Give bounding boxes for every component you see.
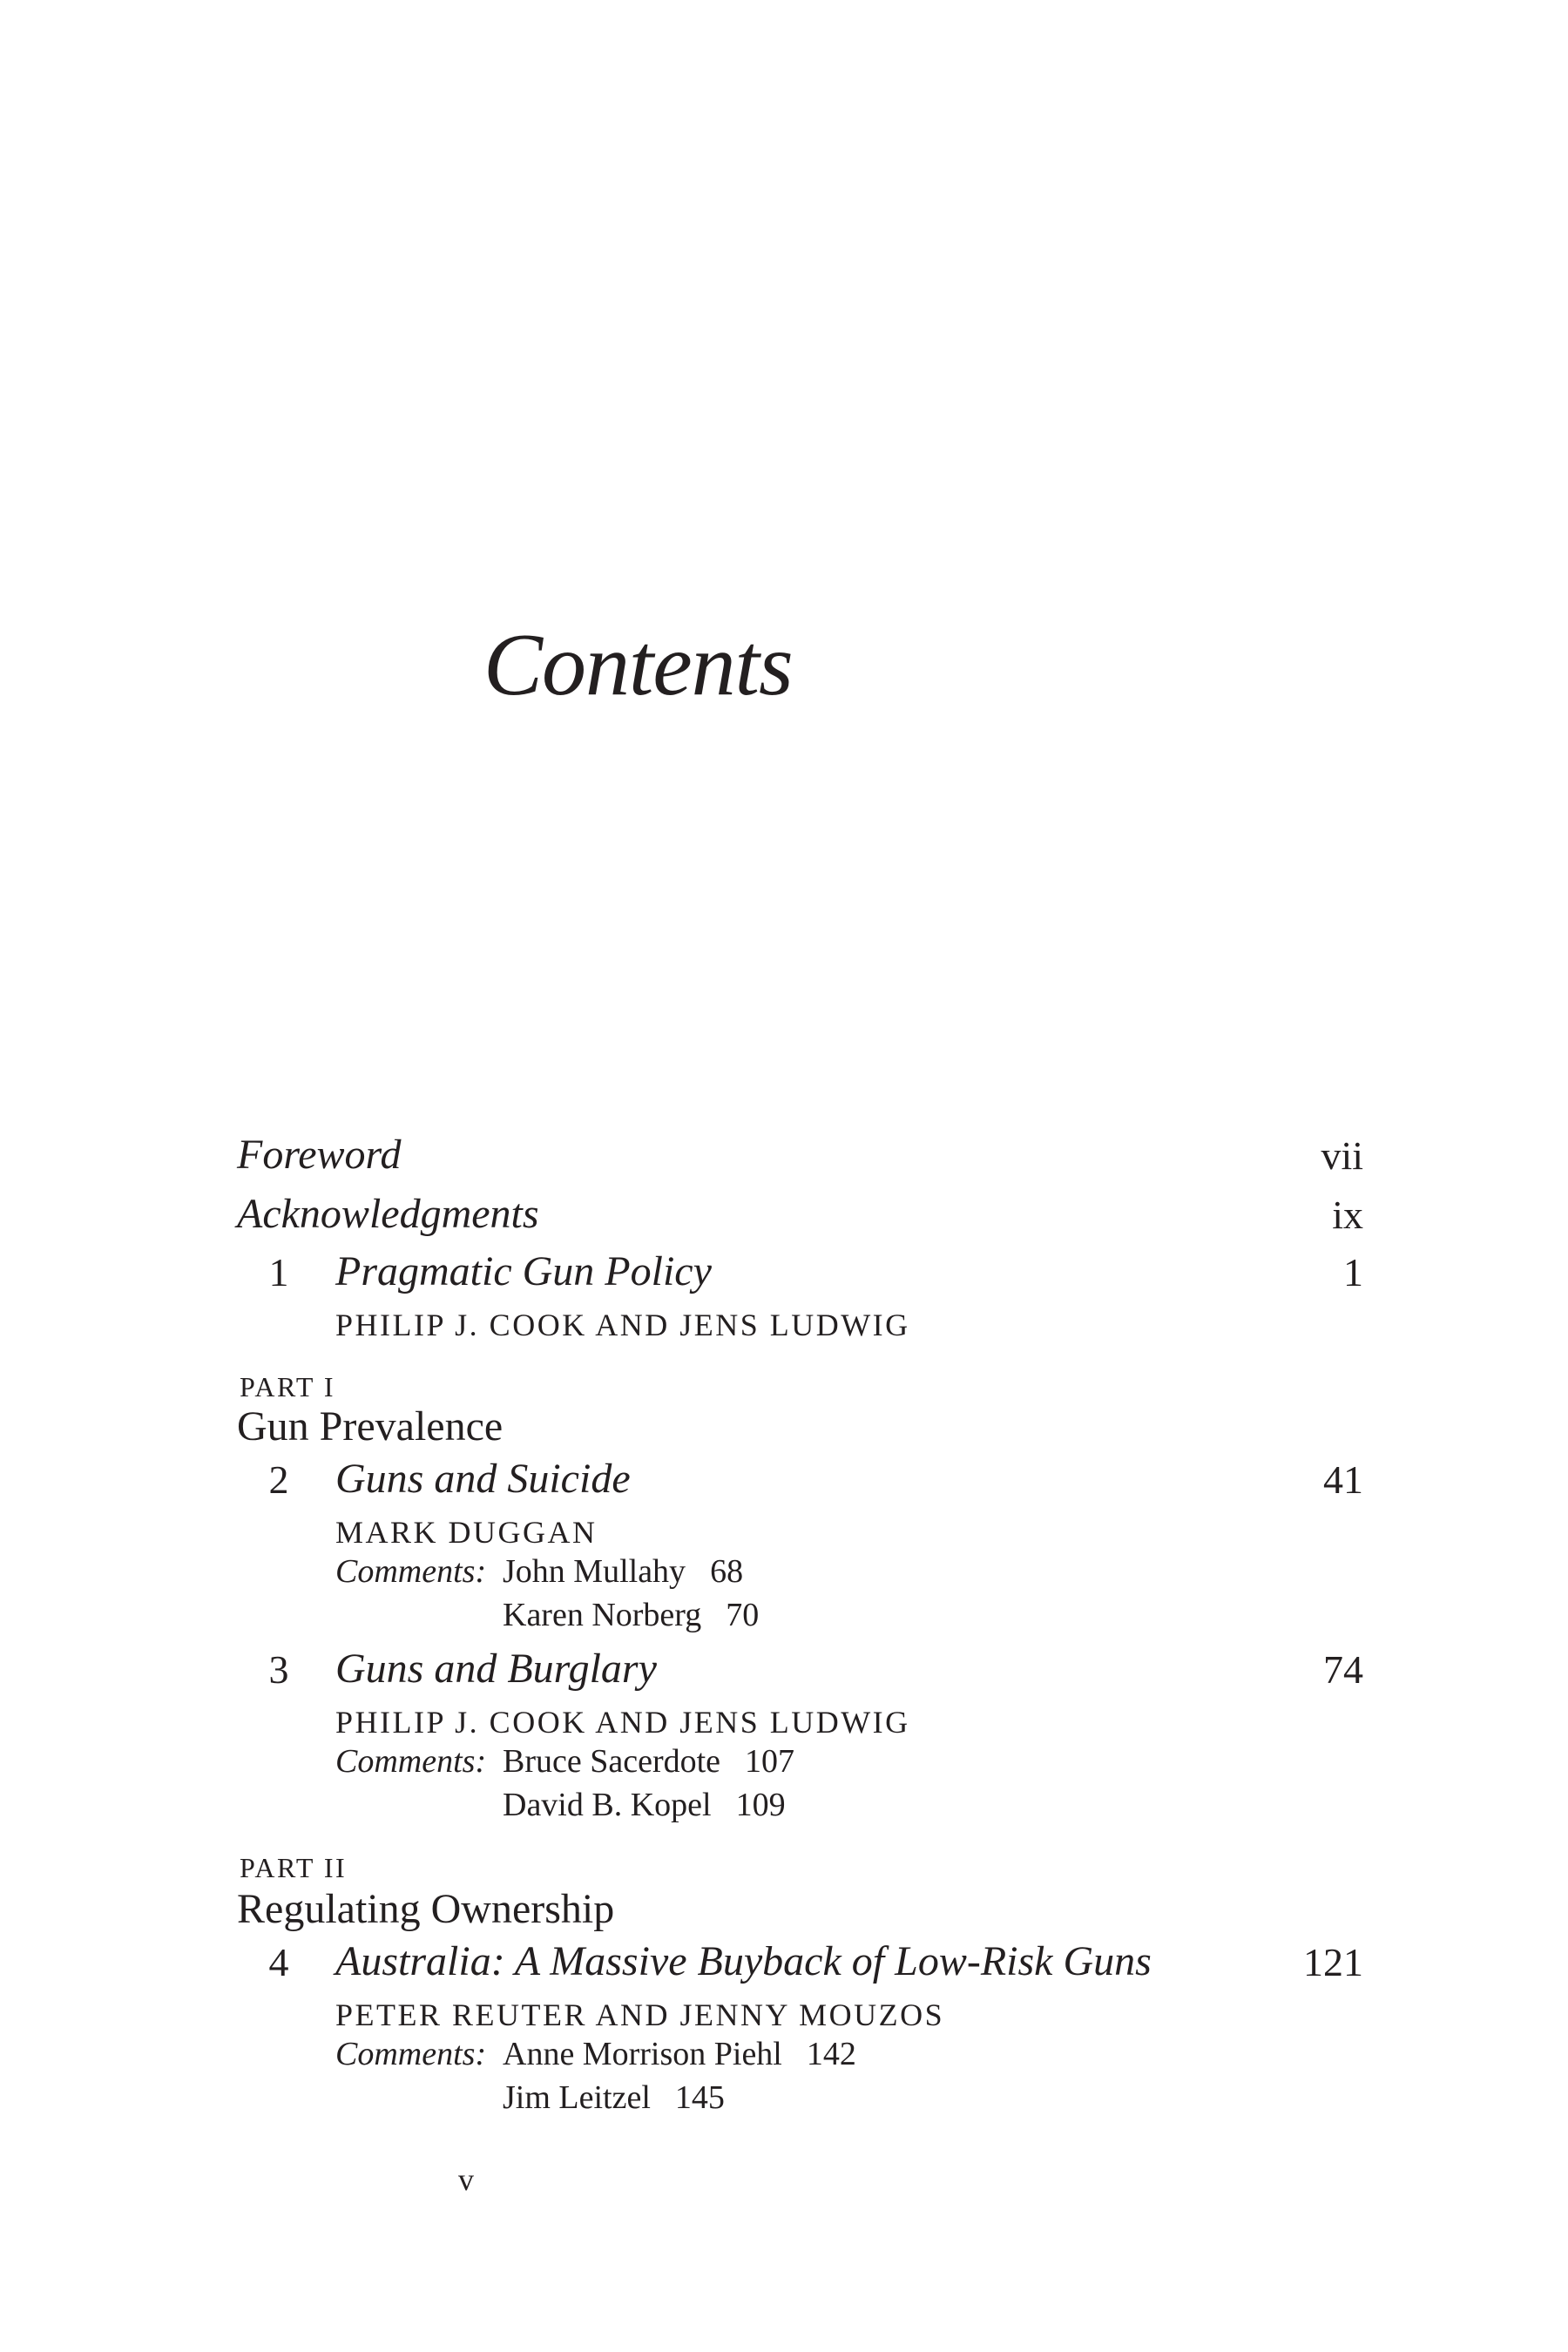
comment-entry[interactable] (503, 1742, 794, 1781)
page-title: Contents (483, 616, 793, 714)
comment-entry[interactable] (503, 2078, 725, 2117)
chapter-number: 2 (268, 1457, 289, 1502)
comment-entry[interactable] (503, 2035, 856, 2073)
chapter-number: 3 (268, 1647, 289, 1692)
comment-entry[interactable] (503, 1596, 759, 1634)
toc-entry-foreword-title[interactable]: Foreword (237, 1132, 402, 1178)
comment-page: 142 (806, 2036, 856, 2072)
part-title: Gun Prevalence (237, 1403, 504, 1450)
commenter-name: John Mullahy (503, 1553, 686, 1590)
commenter-name: Karen Norberg (503, 1597, 702, 1633)
comment-page: 107 (745, 1743, 795, 1780)
part-label: PART I (240, 1371, 336, 1402)
chapter-authors: PETER REUTER AND JENNY MOUZOS (335, 1997, 945, 2032)
toc-entry-acknowledgments-page: ix (1332, 1193, 1363, 1237)
comment-page: 70 (726, 1597, 760, 1633)
chapter-page: 1 (1343, 1250, 1363, 1294)
chapter-authors: PHILIP J. COOK AND JENS LUDWIG (335, 1308, 910, 1342)
comment-page: 109 (735, 1787, 786, 1823)
comments-label: Comments: (335, 1743, 487, 1780)
chapter-title[interactable]: Pragmatic Gun Policy (335, 1248, 712, 1294)
chapter-number: 1 (268, 1250, 289, 1294)
commenter-name: Bruce Sacerdote (503, 1743, 721, 1780)
chapter-authors: PHILIP J. COOK AND JENS LUDWIG (335, 1705, 910, 1740)
chapter-number: 4 (268, 1940, 289, 1984)
part-title: Regulating Ownership (237, 1886, 615, 1932)
chapter-page: 41 (1323, 1457, 1363, 1502)
commenter-name: Jim Leitzel (503, 2079, 651, 2116)
comment-entry[interactable] (503, 1786, 786, 1824)
comment-page: 68 (710, 1553, 744, 1590)
commenter-name: Anne Morrison Piehl (503, 2036, 782, 2072)
toc-entry-foreword-page: vii (1321, 1133, 1363, 1178)
page-folio: v (458, 2162, 474, 2197)
chapter-authors: MARK DUGGAN (335, 1515, 598, 1550)
chapter-page: 74 (1323, 1647, 1363, 1692)
chapter-page: 121 (1303, 1940, 1363, 1984)
part-label: PART II (240, 1852, 348, 1883)
comments-label: Comments: (335, 2036, 487, 2072)
chapter-title[interactable]: Guns and Burglary (335, 1646, 657, 1692)
commenter-name: David B. Kopel (503, 1787, 712, 1823)
comment-entry[interactable] (503, 1552, 743, 1591)
chapter-title[interactable]: Guns and Suicide (335, 1456, 631, 1502)
comment-page: 145 (674, 2079, 725, 2116)
chapter-title[interactable]: Australia: A Massive Buyback of Low-Risk Guns (335, 1938, 1152, 1984)
toc-entry-acknowledgments-title[interactable]: Acknowledgments (237, 1191, 539, 1237)
comments-label: Comments: (335, 1553, 487, 1590)
